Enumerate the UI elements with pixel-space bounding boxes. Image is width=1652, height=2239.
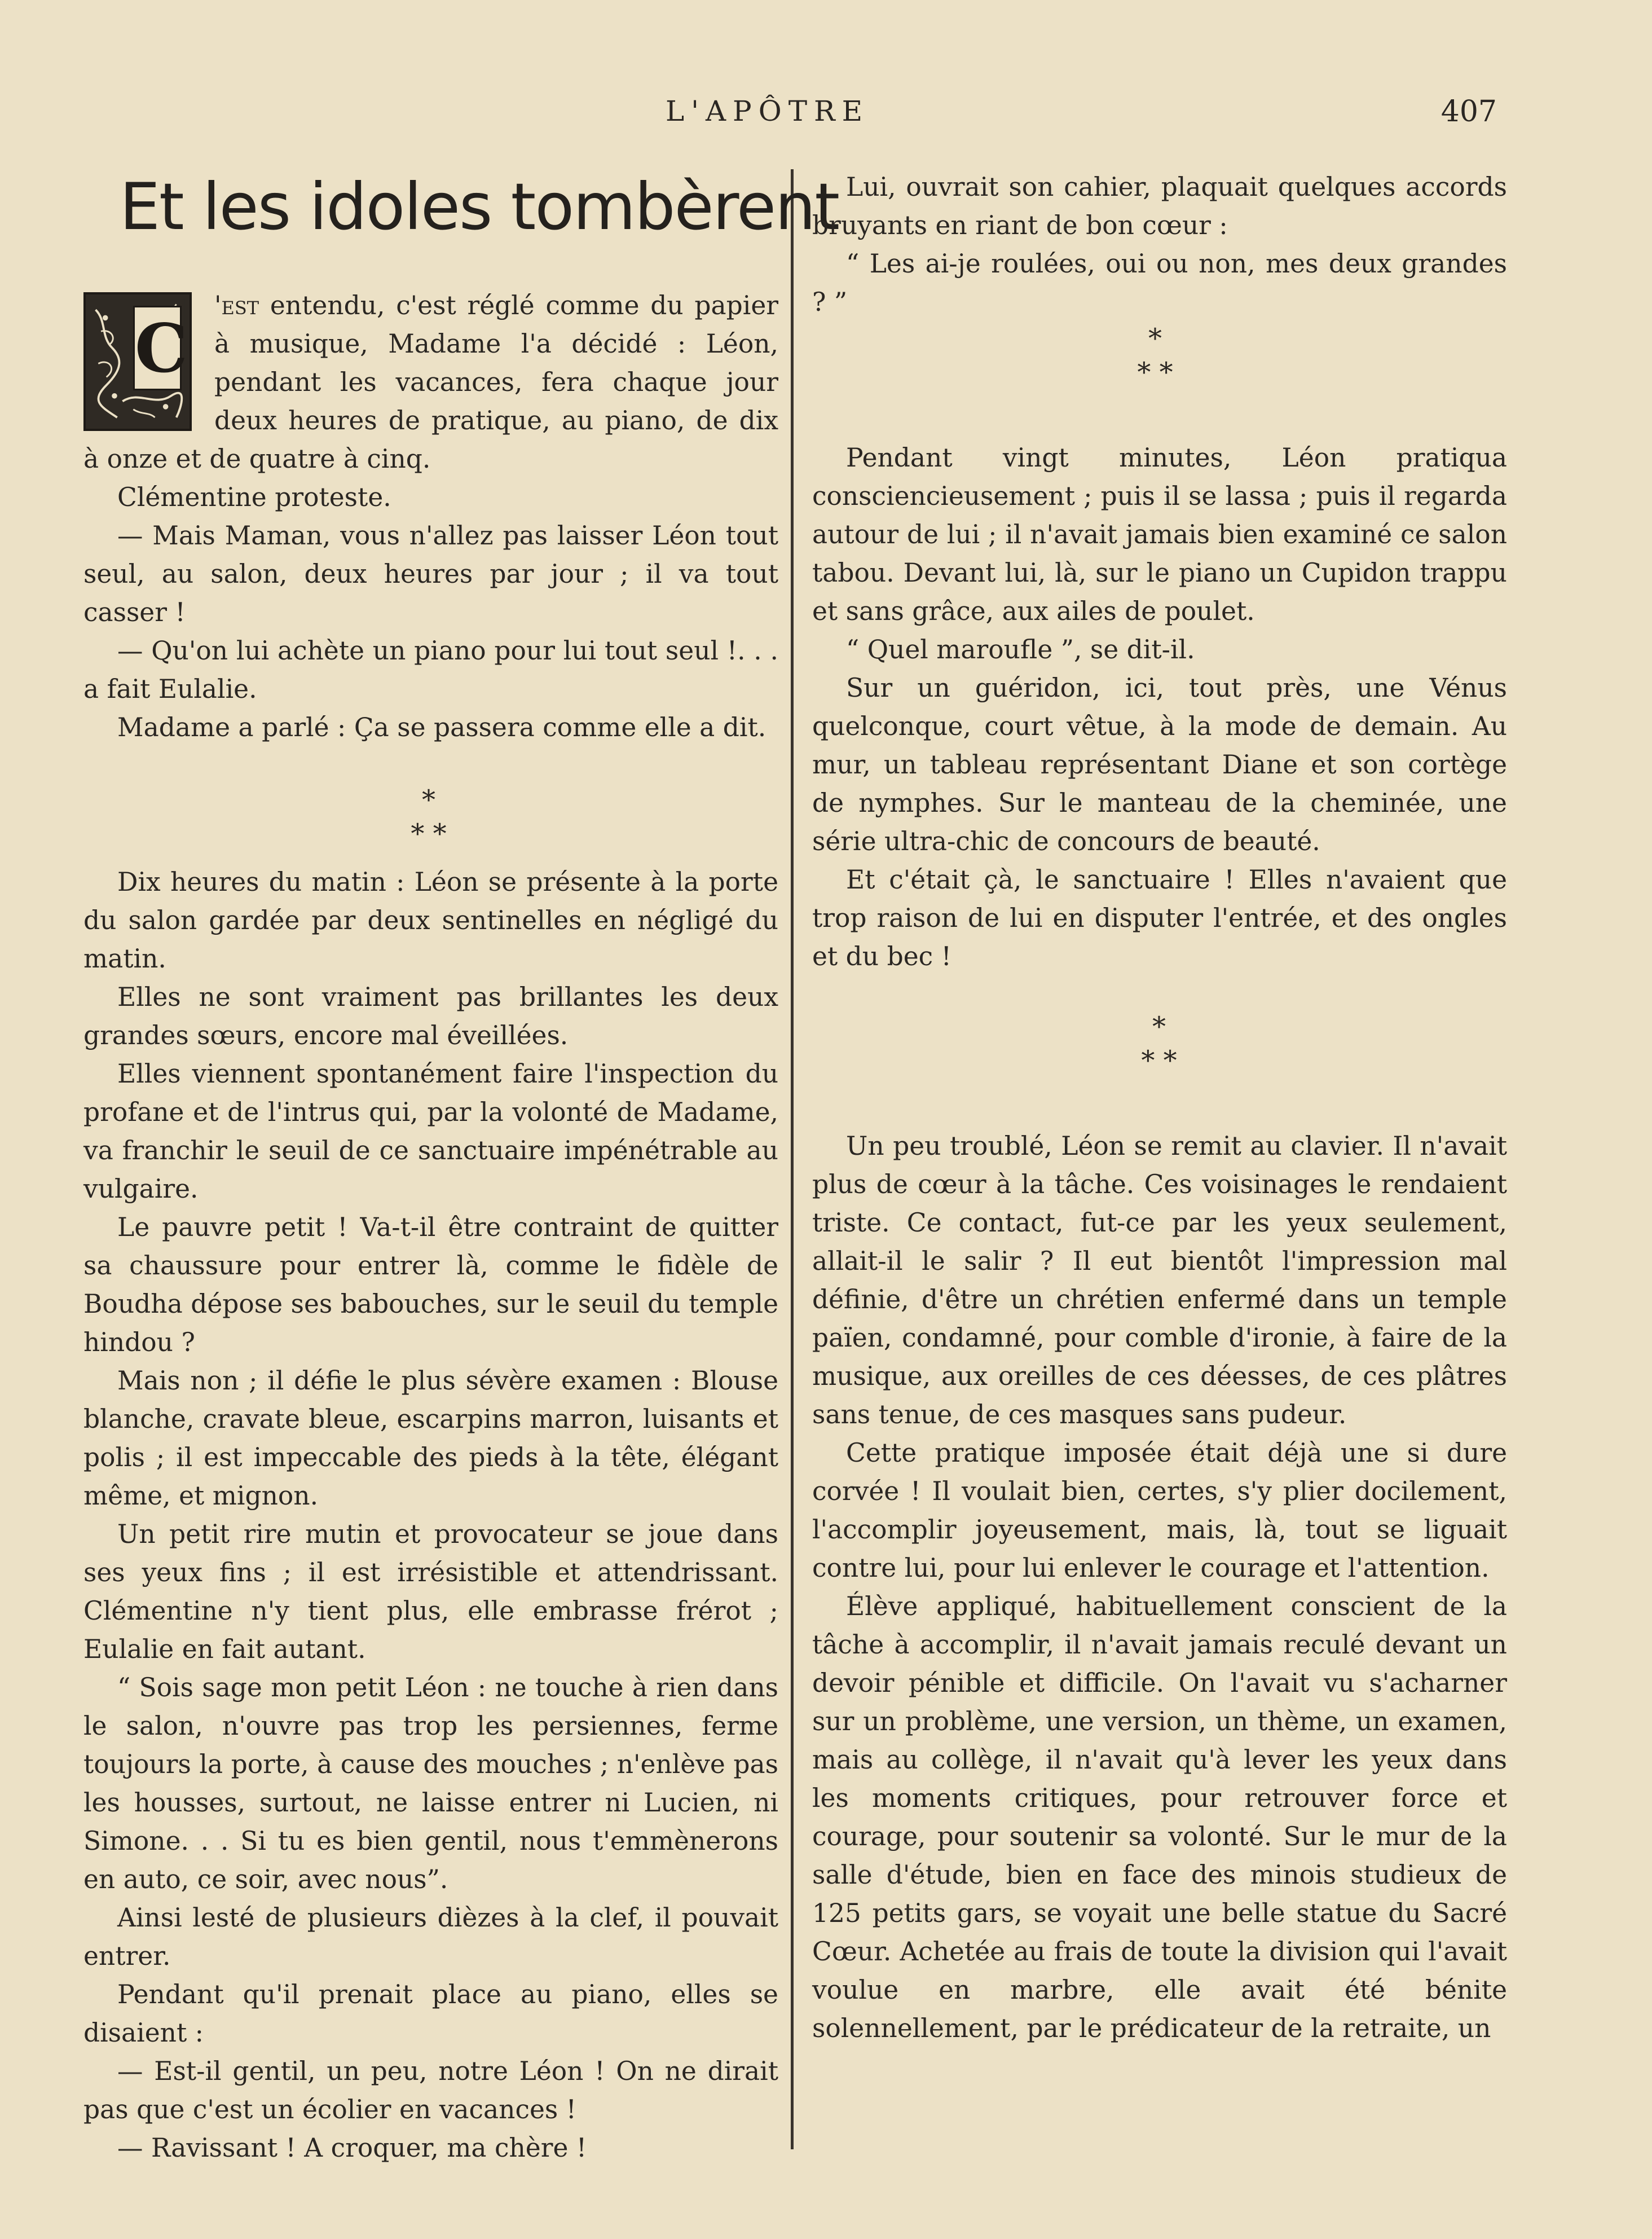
paragraph: Mais non ; il défie le plus sévère examen : Blouse blanche, cravate bleue, escarpins marron, luisants et polis ; il est impeccable des pieds à la tête, élégant même, et mignon. <box>83 1366 778 1511</box>
right-column-middle <box>812 439 1507 976</box>
paragraph: — Ravissant ! A croquer, ma chère ! <box>117 2133 587 2163</box>
separator-stars: * * <box>411 818 447 850</box>
paragraph: Un petit rire mutin et provocateur se joue dans ses yeux fins ; il est irrésistible et attendrissant. Clémentine n'y tient plus, elle embrasse frérot ; Eulalie en fait autant. <box>83 1519 778 1664</box>
section-separator <box>1110 322 1200 389</box>
paragraph: “ Quel maroufle ”, se dit-il. <box>846 635 1195 665</box>
paragraph-text: entendu, c'est réglé comme du papier à musique, Madame l'a décidé : Léon, pendant les vacances, fera chaque jour deux heures de pratique, au piano, de dix à onze et de quatre à cinq. <box>83 291 778 474</box>
dropcap-letter: C <box>133 306 182 390</box>
paragraph: — Est-il gentil, un peu, notre Léon ! On ne dirait pas que c'est un écolier en vacances ! <box>83 2056 778 2124</box>
paragraph: “ Les ai-je roulées, oui ou non, mes deux grandes ? ” <box>812 249 1507 317</box>
paragraph: — Qu'on lui achète un piano pour lui tout seul !. . . a fait Eulalie. <box>83 636 778 704</box>
paragraph: Et c'était çà, le sanctuaire ! Elles n'avaient que trop raison de lui en disputer l'entrée, et des ongles et du bec ! <box>812 865 1507 971</box>
separator-stars: * * <box>1137 357 1173 388</box>
paragraph: Un peu troublé, Léon se remit au clavier. Il n'avait plus de cœur à la tâche. Ces voisinages le rendaient triste. Ce contact, fut-ce par les yeux seulement, allait-il le salir ? Il eut bientôt l'impression mal définie, d'être un chrétien enfermé dans un temple païen, condamné, pour comble d'ironie, à faire de la musique, aux oreilles de ces déesses, de ces plâtres sans tenue, de ces masques sans pudeur. <box>812 1131 1507 1429</box>
paragraph: — Mais Maman, vous n'allez pas laisser Léon tout seul, au salon, deux heures par jour ; il va tout casser ! <box>83 521 778 627</box>
left-column-body <box>83 863 778 2167</box>
section-separator <box>384 783 474 851</box>
paragraph: Dix heures du matin : Léon se présente à la porte du salon gardée par deux sentinelles en négligé du matin. <box>83 867 778 974</box>
paragraph: Élève appliqué, habituellement conscient de la tâche à accomplir, il n'avait jamais reculé devant un devoir pénible et difficile. On l'avait vu s'acharner sur un problème, une version, un thème, un examen, mais au collège, il n'avait qu'à lever les yeux dans les moments critiques, pour retrouver force et courage, pour soutenir sa volonté. Sur le mur de la salle d'étude, bien en face des minois studieux de 125 petits gars, se voyait une belle statue du Sacré Cœur. Achetée au frais de toute la division qui l'avait voulue en marbre, elle avait été bénite solennellement, par le prédicateur de la retraite, un <box>812 1591 1507 2043</box>
paragraph: Pendant qu'il prenait place au piano, elles se disaient : <box>83 1980 778 2048</box>
paragraph: Elles ne sont vraiment pas brillantes les deux grandes sœurs, encore mal éveillées. <box>83 982 778 1050</box>
section-separator <box>1114 1010 1204 1077</box>
left-column-intro <box>83 287 778 747</box>
separator-stars: * * <box>1141 1045 1177 1076</box>
page-number: 407 <box>1440 95 1497 129</box>
paragraph: Lui, ouvrait son cahier, plaquait quelques accords bruyants en riant de bon cœur : <box>812 172 1507 240</box>
paragraph: Pendant vingt minutes, Léon pratiqua consciencieusement ; puis il se lassa ; puis il regarda autour de lui ; il n'avait jamais bien examiné ce salon tabou. Devant lui, là, sur le piano un Cupidon trappu et sans grâce, aux ailes de poulet. <box>812 443 1507 626</box>
column-divider <box>791 169 794 2149</box>
paragraph: Elles viennent spontanément faire l'inspection du profane et de l'intrus qui, par la volonté de Madame, va franchir le seuil de ce sanctuaire impénétrable au vulgaire. <box>83 1059 778 1204</box>
paragraph: Sur un guéridon, ici, tout près, une Vénus quelconque, court vêtue, à la mode de demain. Au mur, un tableau représentant Diane et son cortège de nymphes. Sur le manteau de la cheminée, une série ultra-chic de concours de beauté. <box>812 673 1507 856</box>
opening-smallcaps: 'est <box>214 291 259 320</box>
paragraph: Ainsi lesté de plusieurs dièzes à la clef, il pouvait entrer. <box>83 1903 778 1971</box>
paragraph: Clémentine proteste. <box>117 482 391 512</box>
article-title: Et les idoles tombèrent <box>120 169 839 244</box>
right-column-top <box>812 168 1507 322</box>
paragraph: Cette pratique imposée était déjà une si dure corvée ! Il voulait bien, certes, s'y plier docilement, l'accomplir joyeusement, mais, là, tout se liguait contre lui, pour lui enlever le courage et l'attention. <box>812 1438 1507 1583</box>
paragraph: Madame a parlé : Ça se passera comme elle a dit. <box>117 712 766 742</box>
separator-star: * <box>1148 323 1162 354</box>
separator-star: * <box>422 784 435 816</box>
paragraph: “ Sois sage mon petit Léon : ne touche à rien dans le salon, n'ouvre pas trop les persiennes, ferme toujours la porte, à cause des mouches ; n'enlève pas les housses, surtout, ne laisse entrer ni Lucien, ni Simone. . . Si tu es bien gentil, nous t'emmènerons en auto, ce soir, avec nous”. <box>83 1673 778 1894</box>
paragraph: Le pauvre petit ! Va-t-il être contraint de quitter sa chaussure pour entrer là, comme le fidèle de Boudha dépose ses babouches, sur le seuil du temple hindou ? <box>83 1212 778 1357</box>
running-head: L'APÔTRE <box>666 95 870 127</box>
right-column-bottom <box>812 1127 1507 2048</box>
separator-star: * <box>1152 1011 1166 1042</box>
